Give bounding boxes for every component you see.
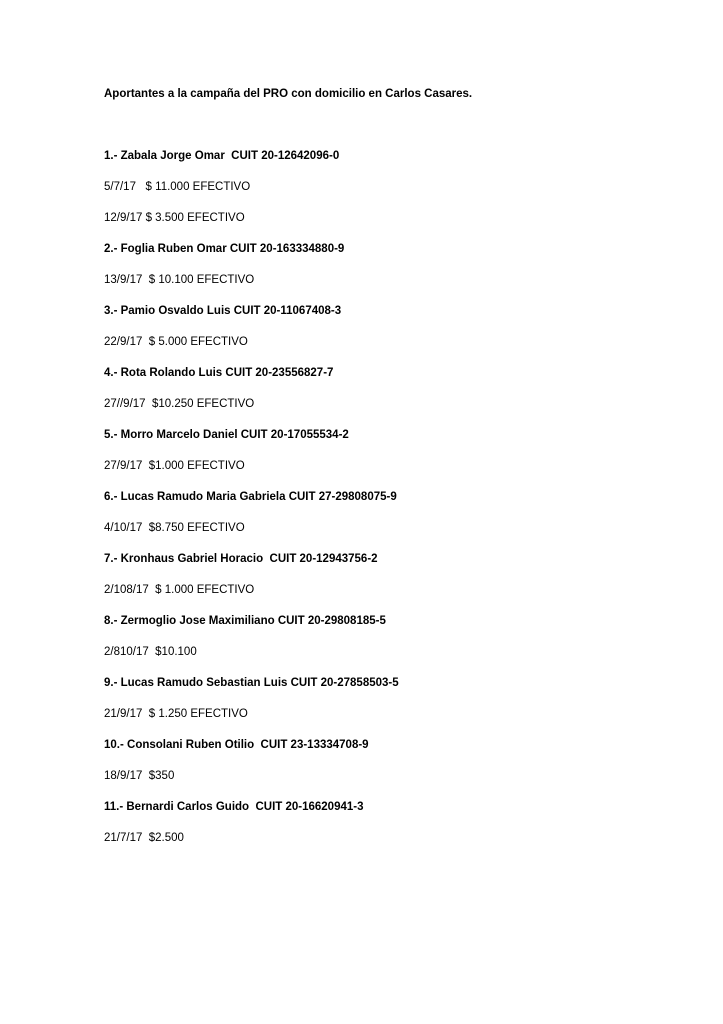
payment-line: 27/9/17 $1.000 EFECTIVO xyxy=(104,460,245,472)
contributor-list xyxy=(104,148,684,846)
contributor-entry xyxy=(104,551,684,598)
contributor-heading: 3.- Pamio Osvaldo Luis CUIT 20-11067408-3 xyxy=(104,305,342,317)
document-content xyxy=(104,86,684,861)
payment-line: 13/9/17 $ 10.100 EFECTIVO xyxy=(104,274,255,286)
contributor-heading: 4.- Rota Rolando Luis CUIT 20-23556827-7 xyxy=(104,367,334,379)
contributor-heading: 2.- Foglia Ruben Omar CUIT 20-163334880-9 xyxy=(104,243,345,255)
payment-line: 27//9/17 $10.250 EFECTIVO xyxy=(104,398,255,410)
document-title: Aportantes a la campaña del PRO con domicilio en Carlos Casares. xyxy=(104,88,473,100)
payment-line: 18/9/17 $350 xyxy=(104,770,175,782)
contributor-heading: 8.- Zermoglio Jose Maximiliano CUIT 20-29808185-5 xyxy=(104,615,386,627)
contributor-entry xyxy=(104,799,684,846)
contributor-entry xyxy=(104,675,684,722)
contributor-heading: 9.- Lucas Ramudo Sebastian Luis CUIT 20-27858503-5 xyxy=(104,677,399,689)
payment-line: 21/7/17 $2.500 xyxy=(104,832,184,844)
payment-line: 5/7/17 $ 11.000 EFECTIVO xyxy=(104,181,251,193)
contributor-heading: 6.- Lucas Ramudo Maria Gabriela CUIT 27-29808075-9 xyxy=(104,491,397,503)
payment-line: 2/810/17 $10.100 xyxy=(104,646,197,658)
contributor-heading: 11.- Bernardi Carlos Guido CUIT 20-16620941-3 xyxy=(104,801,364,813)
contributor-heading: 1.- Zabala Jorge Omar CUIT 20-12642096-0 xyxy=(104,150,340,162)
contributor-entry xyxy=(104,737,684,784)
contributor-entry xyxy=(104,489,684,536)
payment-line: 22/9/17 $ 5.000 EFECTIVO xyxy=(104,336,248,348)
payment-line: 12/9/17 $ 3.500 EFECTIVO xyxy=(104,212,245,224)
payment-line: 4/10/17 $8.750 EFECTIVO xyxy=(104,522,245,534)
contributor-entry xyxy=(104,427,684,474)
contributor-heading: 5.- Morro Marcelo Daniel CUIT 20-17055534-2 xyxy=(104,429,349,441)
contributor-heading: 10.- Consolani Ruben Otilio CUIT 23-13334708-9 xyxy=(104,739,369,751)
contributor-entry xyxy=(104,148,684,226)
payment-line: 21/9/17 $ 1.250 EFECTIVO xyxy=(104,708,248,720)
contributor-heading: 7.- Kronhaus Gabriel Horacio CUIT 20-12943756-2 xyxy=(104,553,378,565)
contributor-entry xyxy=(104,365,684,412)
contributor-entry xyxy=(104,613,684,660)
contributor-entry xyxy=(104,241,684,288)
payment-line: 2/108/17 $ 1.000 EFECTIVO xyxy=(104,584,255,596)
contributor-entry xyxy=(104,303,684,350)
